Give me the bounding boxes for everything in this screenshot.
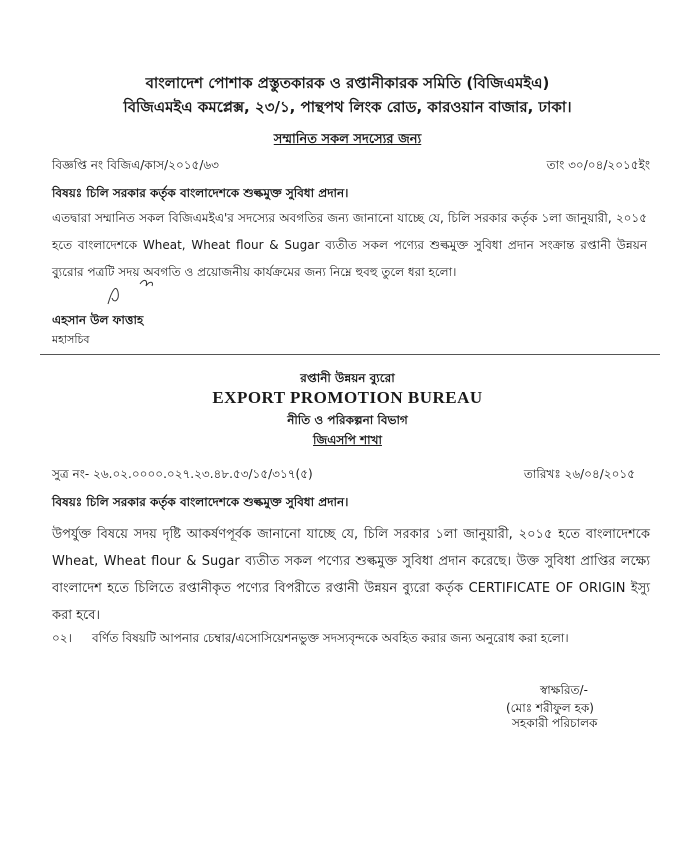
signatory-name: এহসান উল ফাত্তাহ: [52, 313, 144, 327]
epb-subject: বিষয়ঃ চিলি সরকার কর্তৃক বাংলাদেশকে শুল্কমুক্ত সুবিধা প্রদান।: [52, 495, 349, 509]
epb-ref-number: সুত্র নং- ২৬.০২.০০০০.০২৭.২৩.৪৮.৫৩/১৫/৩১৭(৫): [52, 467, 313, 481]
notice-body: এতদ্বারা সম্মানিত সকল বিজিএমইএ'র সদস্যের অবগতির জন্য জানানো যাচ্ছে যে, চিলি সরকার কর্তৃক ১লা জানুয়ারী, ২০১৫ হতে বাংলাদেশকে Wheat, Wheat flour & Sugar ব্যতীত সকল পণ্যের শুল্কমুক্ত সুবিধা প্রদান সংক্রান্ত রপ্তানী উন্নয়ন ব্যুরোর পত্রটি সদয় অবগতি ও প্রয়োজনীয় কার্যক্রমের জন্য নিম্নে হুবহু তুলে ধরা হলো।: [52, 211, 647, 279]
epb-body: উপর্যুক্ত বিষয়ে সদয় দৃষ্টি আকর্ষণপূর্বক জানানো যাচ্ছে যে, চিলি সরকার ১লা জানুয়ারী, ২০১৫ হতে বাংলাদেশকে Wheat, Wheat flour & Sugar ব্যতীত সকল পণ্যের শুল্কমুক্ত সুবিধা প্রদান করেছে। উক্ত সুবিধা প্রাপ্তির লক্ষ্যে বাংলাদেশ হতে চিলিতে রপ্তানীকৃত পণ্যের বিপরীতে রপ্তানী উন্নয়ন ব্যুরো কর্তৃক CERTIFICATE OF ORIGIN ইস্যু করা হবে।: [52, 527, 650, 623]
epb-date: তারিখঃ ২৬/০৪/২০১৫: [523, 467, 635, 481]
signed-mark: স্বাক্ষরিত/-: [540, 683, 588, 697]
notice-ref-number: বিজ্ঞপ্তি নং বিজিএ/কাস/২০১৫/৬৩: [52, 158, 219, 172]
section-divider: [40, 354, 660, 355]
org-name-heading: বাংলাদেশ পোশাক প্রস্তুতকারক ও রপ্তানীকারক সমিতি (বিজিএমইএ): [145, 74, 550, 92]
handwritten-signature: [100, 270, 180, 310]
epb-name-en: EXPORT PROMOTION BUREAU: [212, 388, 483, 407]
epb-branch-text: জিএসপি শাখা: [313, 433, 382, 447]
epb-division: নীতি ও পরিকল্পনা বিভাগ: [287, 413, 408, 427]
officer-designation: সহকারী পরিচালক: [512, 716, 598, 730]
audience-heading: [0, 130, 695, 151]
epb-branch: [0, 432, 695, 452]
notice-subject: বিষয়ঃ চিলি সরকার কর্তৃক বাংলাদেশকে শুল্কমুক্ত সুবিধা প্রদান।: [52, 186, 349, 200]
org-address: বিজিএমইএ কমপ্লেক্স, ২৩/১, পান্থপথ লিংক রোড, কারওয়ান বাজার, ঢাকা।: [123, 98, 572, 116]
audience-text: সম্মানিত সকল সদস্যের জন্য: [273, 132, 422, 147]
officer-name: (মোঃ শরীফুল হক): [506, 701, 594, 715]
epb-name-bn: রপ্তানী উন্নয়ন ব্যুরো: [300, 371, 395, 385]
notice-date: তাং ৩০/০৪/২০১৫ইং: [546, 158, 650, 172]
epb-item-number: ০২।: [52, 631, 72, 645]
epb-item-text: বর্ণিত বিষয়টি আপনার চেম্বার/এসোসিয়েশনভুক্ত সদস্যবৃন্দকে অবহিত করার জন্য অনুরোধ করা হলো।: [92, 631, 569, 645]
signatory-title: মহাসচিব: [52, 333, 90, 346]
